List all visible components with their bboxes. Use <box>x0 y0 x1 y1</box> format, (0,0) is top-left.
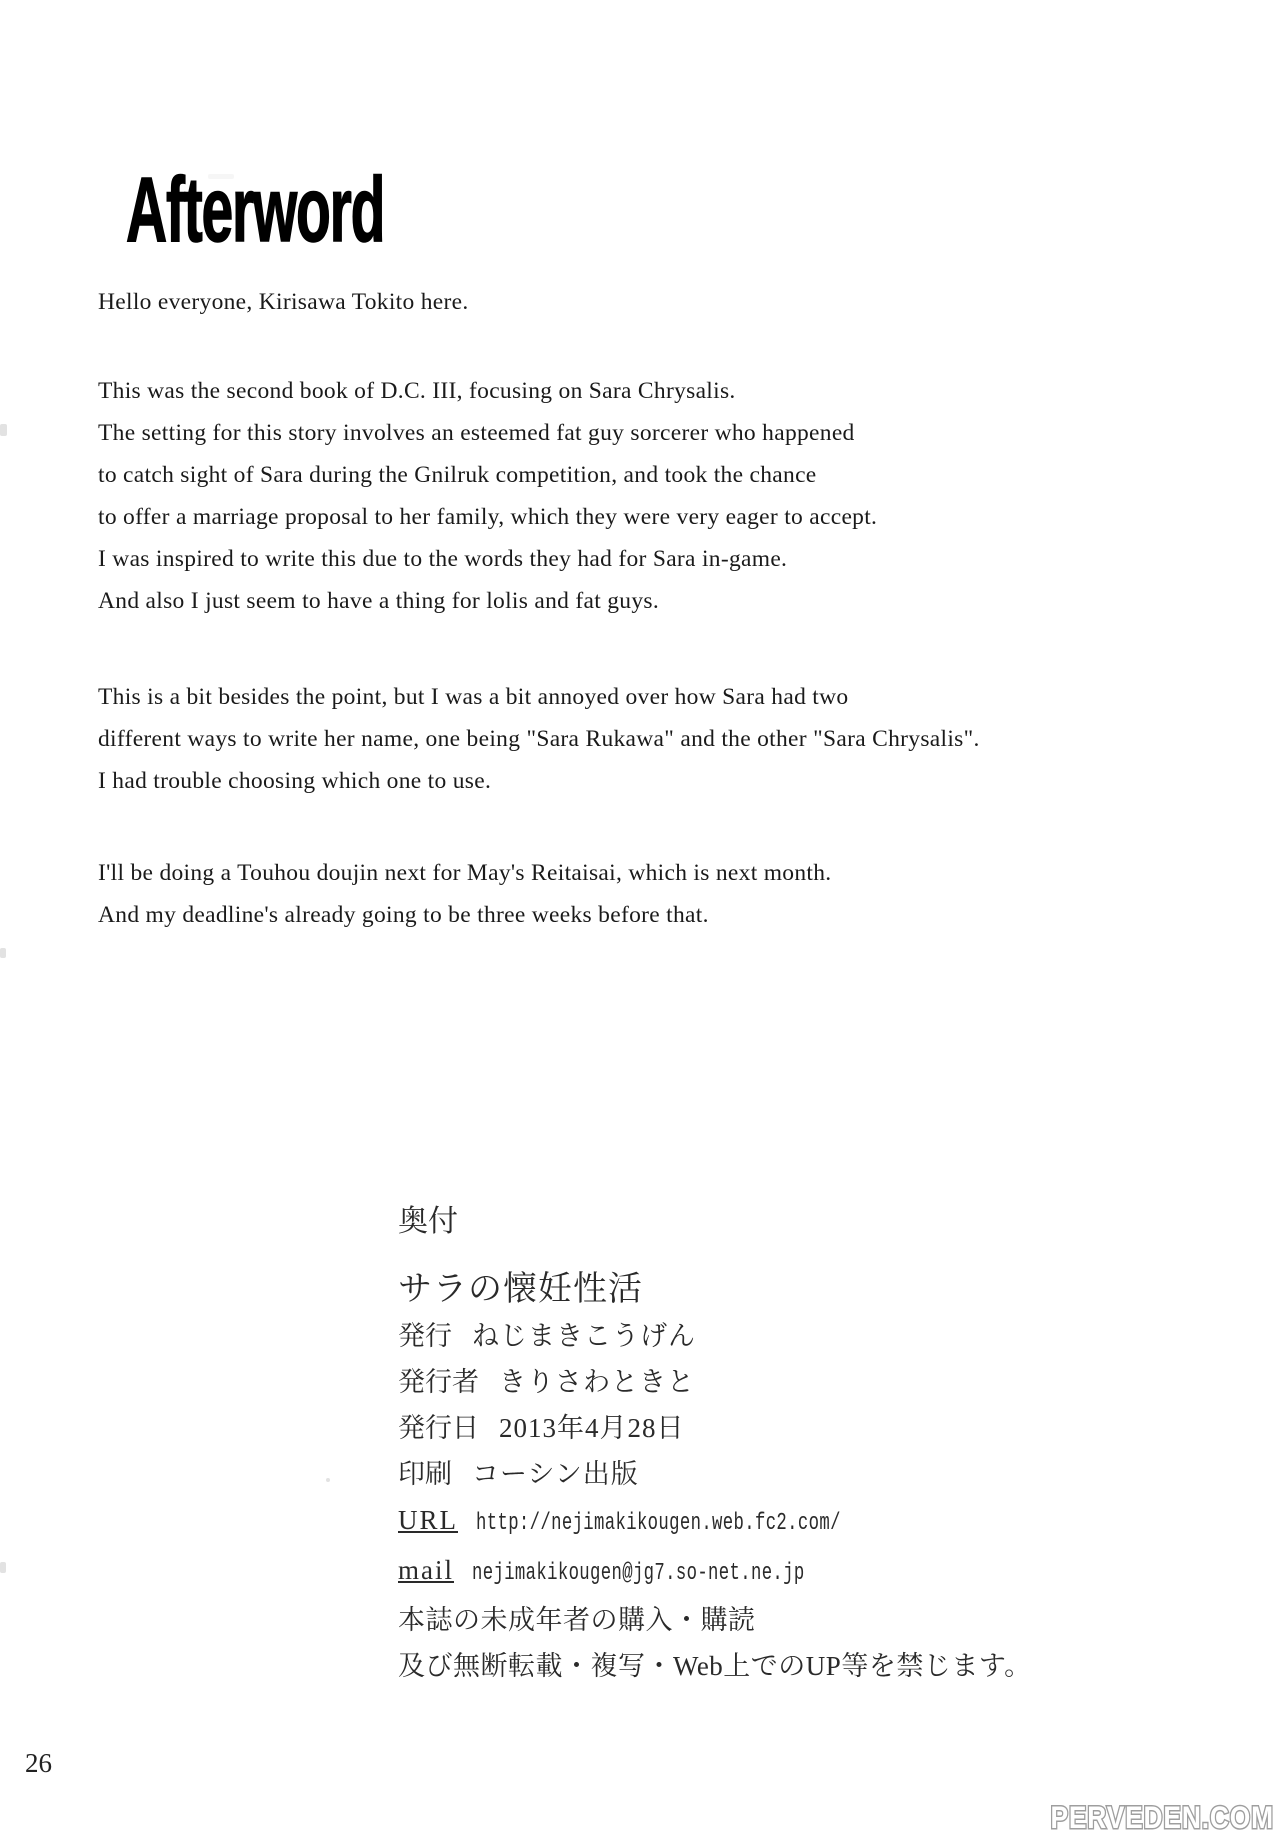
colophon-value: コーシン出版 <box>472 1459 639 1489</box>
colophon-label: 発行日 <box>398 1413 479 1443</box>
colophon-value: ねじまきこうげん <box>472 1321 696 1351</box>
paragraph-2 <box>98 370 877 622</box>
scan-artifact <box>326 1478 330 1482</box>
text-line: This was the second book of D.C. III, focusing on Sara Chrysalis. <box>98 378 736 404</box>
text-line: This is a bit besides the point, but I was a bit annoyed over how Sara had two <box>98 684 849 710</box>
colophon-url-row <box>398 1497 1032 1547</box>
paragraph-3 <box>98 676 980 802</box>
colophon <box>398 1199 1032 1689</box>
colophon-value: きりさわときと <box>499 1367 695 1397</box>
page-number: 26 <box>25 1748 52 1778</box>
colophon-book-title: サラの懐妊性活 <box>398 1271 643 1308</box>
colophon-row-author <box>398 1359 1032 1405</box>
text-line: And also I just seem to have a thing for lolis and fat guys. <box>98 588 660 614</box>
colophon-row-circle <box>398 1313 1032 1359</box>
colophon-notice-line-2: 及び無断転載・複写・Web上でのUP等を禁じます。 <box>398 1651 1032 1681</box>
text-line: different ways to write her name, one being "Sara Rukawa" and the other "Sara Chrysalis". <box>98 726 980 752</box>
colophon-row-date <box>398 1405 1032 1451</box>
colophon-row-printer <box>398 1451 1032 1497</box>
colophon-header: 奥付 <box>398 1205 458 1238</box>
paragraph-1 <box>98 281 469 323</box>
text-line: I was inspired to write this due to the words they had for Sara in-game. <box>98 546 788 572</box>
url-value: http://nejimakikougen.web.fc2.com/ <box>476 1510 841 1537</box>
url-label: URL <box>398 1505 458 1535</box>
colophon-label: 印刷 <box>398 1459 452 1489</box>
text-line: The setting for this story involves an esteemed fat guy sorcerer who happened <box>98 420 855 446</box>
text-line: I had trouble choosing which one to use. <box>98 768 492 794</box>
text-line: Hello everyone, Kirisawa Tokito here. <box>98 289 469 315</box>
text-line: to catch sight of Sara during the Gnilruk competition, and took the chance <box>98 462 817 488</box>
paragraph-4 <box>98 852 831 936</box>
text-line: to offer a marriage proposal to her family, which they were very eager to accept. <box>98 504 878 530</box>
colophon-mail-row <box>398 1547 1032 1597</box>
text-line: I'll be doing a Touhou doujin next for May's Reitaisai, which is next month. <box>98 860 832 886</box>
scan-artifact <box>208 174 234 179</box>
colophon-label: 発行者 <box>398 1367 479 1397</box>
scan-artifact <box>0 424 7 436</box>
watermark: PERVEDEN.COM <box>1050 1799 1274 1833</box>
mail-value: nejimakikougen@jg7.so-net.ne.jp <box>472 1560 805 1587</box>
scan-artifact <box>0 948 6 958</box>
scan-artifact <box>0 1562 6 1573</box>
mail-label: mail <box>398 1555 454 1585</box>
page-title: Afterword <box>126 159 385 261</box>
text-line: And my deadline's already going to be three weeks before that. <box>98 902 709 928</box>
colophon-notice-line-1: 本誌の未成年者の購入・購読 <box>398 1605 756 1635</box>
colophon-label: 発行 <box>398 1321 452 1351</box>
colophon-value: 2013年4月28日 <box>499 1413 685 1443</box>
